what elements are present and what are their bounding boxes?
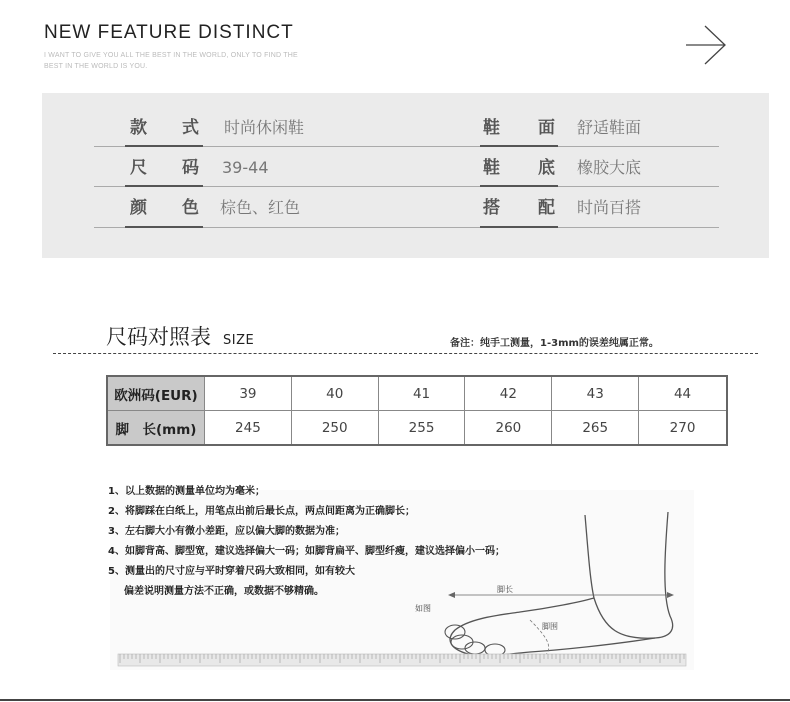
measurement-instructions: [108, 482, 505, 602]
spec-label: 鞋: [483, 158, 500, 178]
table-row-header: 欧洲码(EUR): [107, 376, 205, 411]
table-row-header: 脚 长(mm): [107, 411, 205, 446]
table-cell: 43: [552, 376, 639, 411]
spec-label: 鞋: [483, 118, 500, 138]
table-cell: 44: [639, 376, 727, 411]
table-cell: 250: [291, 411, 378, 446]
spec-value: 橡胶大底: [577, 158, 642, 177]
size-chart-title: [106, 321, 254, 351]
instruction-item: 5、测量出的尺寸应与平时穿着尺码大致相同，如有较大: [108, 566, 355, 577]
spec-value: 39-44: [222, 158, 269, 177]
table-cell: 245: [205, 411, 292, 446]
table-cell: 255: [378, 411, 465, 446]
spec-label: 搭: [483, 198, 500, 218]
spec-label: 面: [538, 118, 555, 138]
dashed-divider: [53, 353, 758, 354]
spec-label: 尺: [130, 158, 147, 178]
divider-accent: [480, 145, 558, 147]
table-cell: 270: [639, 411, 727, 446]
divider-accent: [125, 185, 203, 187]
spec-panel: [42, 93, 769, 258]
page-title: NEW FEATURE DISTINCT: [44, 22, 294, 43]
size-chart-title-cn: 尺码对照表: [106, 325, 211, 349]
size-table: [106, 375, 728, 446]
divider-accent: [125, 226, 203, 228]
as-shown-label: 如图: [415, 604, 431, 613]
spec-label: 式: [182, 118, 199, 138]
spec-value: 舒适鞋面: [577, 118, 642, 137]
spec-label: 颜: [130, 198, 147, 218]
page-subtitle: [44, 50, 374, 72]
measurement-note: 备注：纯手工测量，1-3mm的误差纯属正常。: [450, 338, 659, 349]
table-row-length: [107, 411, 727, 446]
arrow-right-icon[interactable]: [684, 24, 728, 66]
instruction-item: 2、将脚踩在白纸上，用笔点出前后最长点，两点间距离为正确脚长；: [108, 506, 415, 517]
instruction-continuation: 偏差说明测量方法不正确，或数据不够精确。: [124, 586, 324, 597]
spec-label: 底: [538, 158, 555, 178]
size-chart-title-en: SIZE: [223, 333, 255, 348]
divider-accent: [125, 145, 203, 147]
table-cell: 260: [465, 411, 552, 446]
spec-label: 码: [182, 158, 199, 178]
instruction-item: 3、左右脚大小有微小差距，应以偏大脚的数据为准；: [108, 526, 345, 537]
spec-label: 配: [538, 198, 555, 218]
foot-length-label: 脚长: [497, 585, 513, 594]
spec-label: 款: [130, 118, 147, 138]
subtitle-line-2: BEST IN THE WORLD IS YOU.: [44, 63, 148, 70]
foot-girth-label: 脚围: [542, 622, 558, 631]
bottom-divider: [0, 699, 790, 701]
spec-value: 棕色、红色: [220, 198, 301, 217]
subtitle-line-1: I WANT TO GIVE YOU ALL THE BEST IN THE WORLD, ONLY TO FIND THE: [44, 52, 298, 59]
table-cell: 39: [205, 376, 292, 411]
table-cell: 42: [465, 376, 552, 411]
spec-value: 时尚休闲鞋: [224, 118, 305, 137]
table-cell: 40: [291, 376, 378, 411]
spec-value: 时尚百搭: [577, 198, 642, 217]
instruction-item: 1、以上数据的测量单位均为毫米；: [108, 486, 265, 497]
table-cell: 265: [552, 411, 639, 446]
table-row-eur: [107, 376, 727, 411]
spec-label: 色: [182, 198, 199, 218]
divider-accent: [480, 185, 558, 187]
table-cell: 41: [378, 376, 465, 411]
instruction-item: 4、如脚背高、脚型宽，建议选择偏大一码；如脚背扁平、脚型纤瘦，建议选择偏小一码；: [108, 546, 505, 557]
divider-accent: [480, 226, 558, 228]
